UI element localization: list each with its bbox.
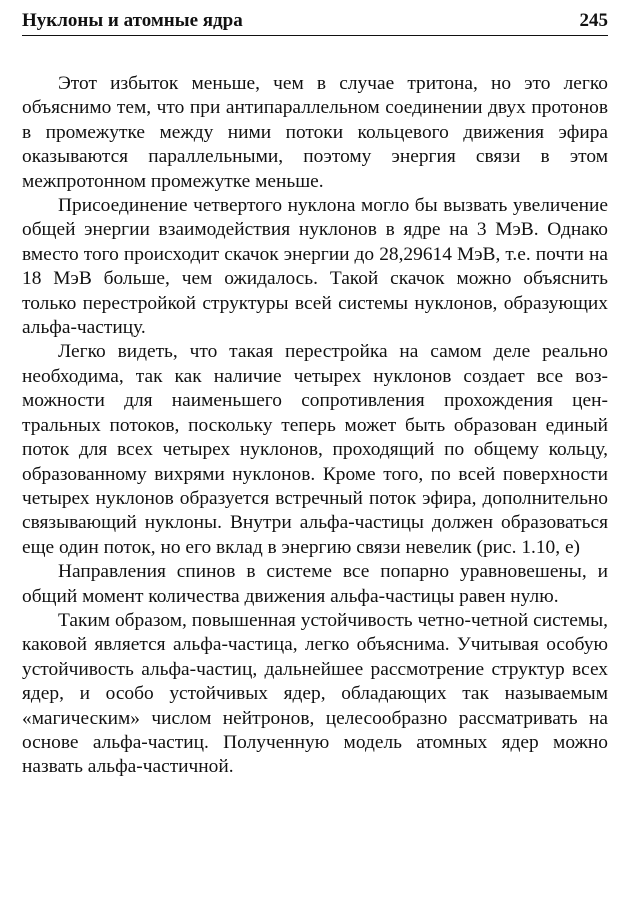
running-title: Нуклоны и атомные ядра — [22, 10, 243, 31]
page-number: 245 — [579, 10, 608, 31]
paragraph: Таким образом, повышенная устойчивость четно-четной системы, каковой является альфа-частица, легко объяснима. Учитывая особую устойчивость альфа-частиц, дальнейшее рассмотрение структур всех ядер, и особо устойчивых ядер, обладающих так называемым «магическим» числом нейтронов, целесообразно рассматривать на основе альфа-частиц. Полученную модель атомных ядер можно назвать альфа-частичной. — [22, 609, 608, 778]
paragraph: Направления спинов в системе все попарно уравновешены, и общий момент количества движения альфа-частицы равен нулю. — [22, 561, 608, 607]
running-header — [22, 7, 608, 36]
paragraph: Этот избыток меньше, чем в случае тритона, но это легко объяснимо тем, что при антипараллельном соединении двух протонов в промежутке между ними потоки кольцевого движения эфира оказываются параллельными, поэтому энергия связи в этом межпротонном промежутке меньше. — [22, 73, 608, 192]
paragraph: Присоединение четвертого нуклона могло бы вызвать увеличение общей энергии взаимодействия нуклонов в ядре на 3 МэВ. Однако вместо того происходит скачок энергии до 28,29614 МэВ, т.е. почти на 18 МэВ больше, чем ожидалось. Такой скачок можно объяснить только перестройкой структуры всей системы нуклонов, образующих альфа-частицу. — [22, 195, 608, 339]
paragraph: Легко видеть, что такая перестройка на самом деле реально необходима, так как наличие четырех нуклонов создает все возможности для наименьшего сопротивления прохождения центральных потоков, поскольку теперь может быть образован единый поток для всех четырех нуклонов, проходящий по общему кольцу, образованному вихрями нуклонов. Кроме того, по всей поверхности четырех нуклонов образуется встречный поток эфира, дополнительно связывающий нуклоны. Внутри альфа-частицы должен образоваться еще один поток, но его вклад в энергию связи невелик (рис. 1.10, е) — [22, 341, 608, 558]
body-text — [22, 72, 608, 780]
